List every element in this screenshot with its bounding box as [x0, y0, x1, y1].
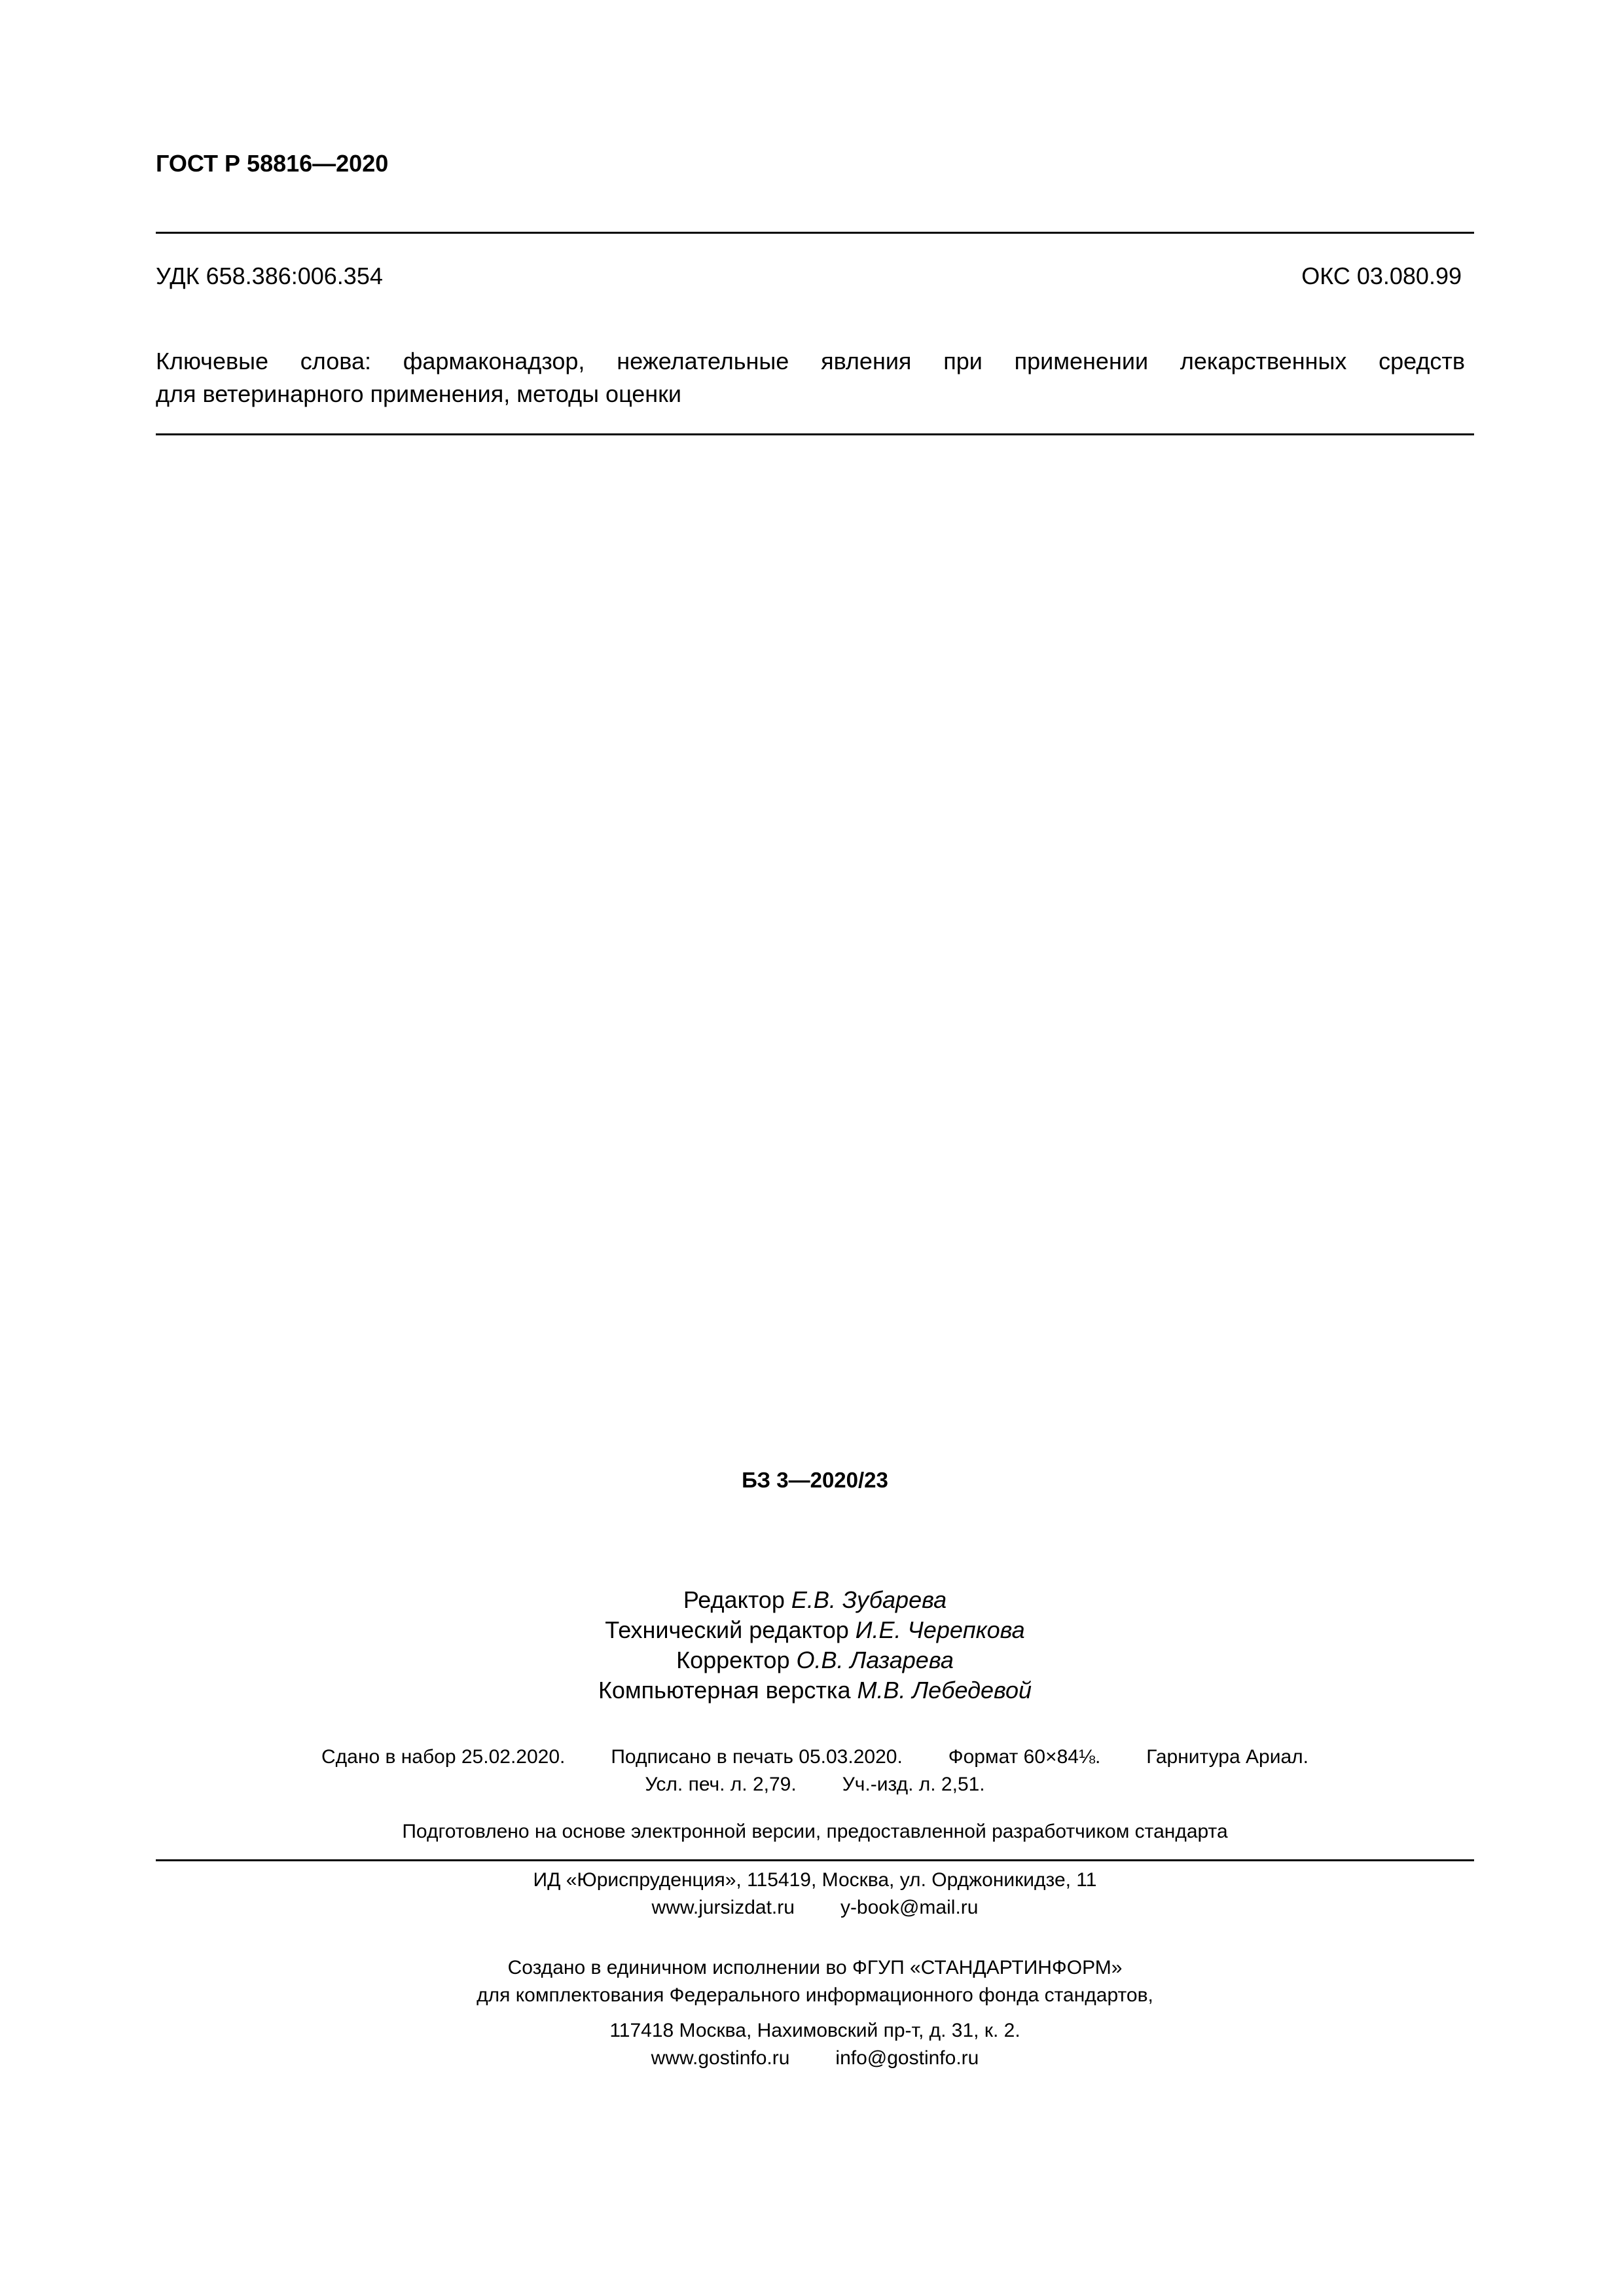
standartinform-contacts: [156, 2045, 1474, 2071]
credit-technical-editor: [156, 1616, 1474, 1645]
credit-name: И.Е. Черепкова: [855, 1616, 1025, 1643]
bz-number: БЗ 3—2020/23: [742, 1468, 888, 1492]
publisher-email: y-book@mail.ru: [840, 1897, 979, 1918]
prepared-note: Подготовлено на основе электронной версии, предоставленной разработчиком стандарта: [402, 1821, 1228, 1842]
credit-role: Редактор: [683, 1586, 785, 1613]
publisher-contacts: [156, 1895, 1474, 1921]
submitted-date: Сдано в набор 25.02.2020.: [321, 1746, 566, 1768]
publisher-website: www.jursizdat.ru: [651, 1897, 795, 1918]
credit-name: О.В. Лазарева: [796, 1647, 954, 1673]
typeface: Гарнитура Ариал.: [1146, 1746, 1308, 1768]
credit-layout: [156, 1676, 1474, 1705]
top-divider: [156, 232, 1474, 234]
standartinform-line-1: Создано в единичном исполнении во ФГУП «СТАНДАРТИНФОРМ»: [507, 1957, 1123, 1978]
standartinform-line-2: для комплектования Федерального информационного фонда стандартов,: [477, 1984, 1153, 2006]
udk-code: УДК 658.386:006.354: [156, 263, 383, 289]
credit-role: Технический редактор: [605, 1616, 849, 1643]
keywords-line-1: Ключевые слова: фармаконадзор, нежелательные явления при применении лекарственных средств: [156, 348, 1465, 374]
publisher-sheets: Уч.-изд. л. 2,51.: [842, 1774, 985, 1795]
document-number: ГОСТ Р 58816—2020: [156, 150, 389, 177]
standartinform-address: 117418 Москва, Нахимовский пр-т, д. 31, к. 2.: [609, 2020, 1020, 2041]
paper-format: Формат 60×84⅛.: [948, 1746, 1101, 1768]
print-info-line-2: [156, 1772, 1474, 1798]
credit-name: М.В. Лебедевой: [857, 1677, 1032, 1704]
publisher-divider: [156, 1859, 1474, 1861]
signed-date: Подписано в печать 05.03.2020.: [611, 1746, 903, 1768]
credit-corrector: [156, 1646, 1474, 1675]
credit-name: Е.В. Зубарева: [791, 1586, 947, 1613]
credit-editor: [156, 1586, 1474, 1614]
standartinform-website: www.gostinfo.ru: [651, 2047, 790, 2069]
publisher-address: ИД «Юриспруденция», 115419, Москва, ул. Орджоникидзе, 11: [533, 1869, 1097, 1891]
print-sheets: Усл. печ. л. 2,79.: [645, 1774, 797, 1795]
keywords-line-2: для ветеринарного применения, методы оценки: [156, 380, 682, 407]
oks-code: ОКС 03.080.99: [1301, 263, 1462, 289]
print-info-line-1: [156, 1744, 1474, 1770]
credit-role: Корректор: [676, 1647, 790, 1673]
credit-role: Компьютерная верстка: [598, 1677, 851, 1704]
standartinform-email: info@gostinfo.ru: [835, 2047, 979, 2069]
keywords-divider: [156, 433, 1474, 435]
